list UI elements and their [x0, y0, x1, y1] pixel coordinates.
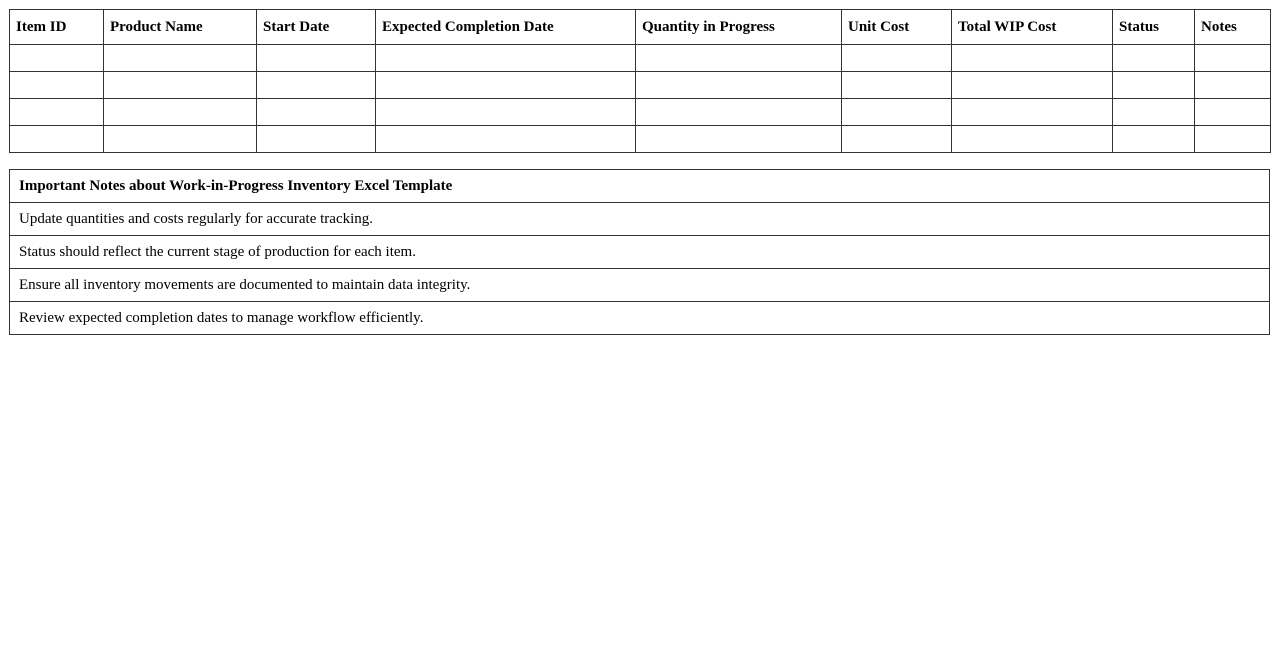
column-header-6: Total WIP Cost: [952, 10, 1113, 45]
wip-table-header: [10, 10, 1271, 45]
note-item: Ensure all inventory movements are documented to maintain data integrity.: [10, 269, 1270, 302]
table-cell[interactable]: [10, 72, 104, 99]
table-cell[interactable]: [257, 72, 376, 99]
notes-table-body: [10, 170, 1270, 335]
table-cell[interactable]: [842, 99, 952, 126]
column-header-1: Product Name: [104, 10, 257, 45]
table-cell[interactable]: [1195, 99, 1271, 126]
notes-row: [10, 236, 1270, 269]
notes-row: [10, 302, 1270, 335]
table-cell[interactable]: [1195, 126, 1271, 153]
table-cell[interactable]: [104, 99, 257, 126]
table-cell[interactable]: [1113, 45, 1195, 72]
notes-title-row: [10, 170, 1270, 203]
table-cell[interactable]: [636, 99, 842, 126]
table-cell[interactable]: [104, 72, 257, 99]
table-row: [10, 45, 1271, 72]
table-cell[interactable]: [376, 72, 636, 99]
table-cell[interactable]: [376, 126, 636, 153]
table-cell[interactable]: [257, 45, 376, 72]
table-cell[interactable]: [257, 126, 376, 153]
note-item: Review expected completion dates to manage workflow efficiently.: [10, 302, 1270, 335]
table-cell[interactable]: [10, 126, 104, 153]
table-cell[interactable]: [257, 99, 376, 126]
column-header-3: Expected Completion Date: [376, 10, 636, 45]
table-cell[interactable]: [10, 99, 104, 126]
table-cell[interactable]: [1113, 99, 1195, 126]
table-cell[interactable]: [10, 45, 104, 72]
column-header-7: Status: [1113, 10, 1195, 45]
table-cell[interactable]: [952, 45, 1113, 72]
table-cell[interactable]: [842, 72, 952, 99]
column-header-5: Unit Cost: [842, 10, 952, 45]
wip-table-body: [10, 45, 1271, 153]
table-header-row: [10, 10, 1271, 45]
table-row: [10, 72, 1271, 99]
table-row: [10, 126, 1271, 153]
table-cell[interactable]: [636, 72, 842, 99]
column-header-8: Notes: [1195, 10, 1271, 45]
table-cell[interactable]: [376, 99, 636, 126]
column-header-2: Start Date: [257, 10, 376, 45]
notes-title: Important Notes about Work-in-Progress Inventory Excel Template: [10, 170, 1270, 203]
table-cell[interactable]: [376, 45, 636, 72]
column-header-0: Item ID: [10, 10, 104, 45]
table-cell[interactable]: [1113, 126, 1195, 153]
note-item: Update quantities and costs regularly for accurate tracking.: [10, 203, 1270, 236]
table-cell[interactable]: [636, 45, 842, 72]
table-cell[interactable]: [636, 126, 842, 153]
table-cell[interactable]: [952, 99, 1113, 126]
table-cell[interactable]: [842, 126, 952, 153]
table-cell[interactable]: [104, 126, 257, 153]
note-item: Status should reflect the current stage of production for each item.: [10, 236, 1270, 269]
wip-inventory-table: [9, 9, 1271, 153]
table-cell[interactable]: [104, 45, 257, 72]
table-cell[interactable]: [1195, 45, 1271, 72]
notes-row: [10, 269, 1270, 302]
notes-row: [10, 203, 1270, 236]
table-cell[interactable]: [952, 72, 1113, 99]
table-cell[interactable]: [952, 126, 1113, 153]
table-cell[interactable]: [842, 45, 952, 72]
table-cell[interactable]: [1113, 72, 1195, 99]
important-notes-table: [9, 169, 1270, 335]
column-header-4: Quantity in Progress: [636, 10, 842, 45]
table-row: [10, 99, 1271, 126]
table-cell[interactable]: [1195, 72, 1271, 99]
